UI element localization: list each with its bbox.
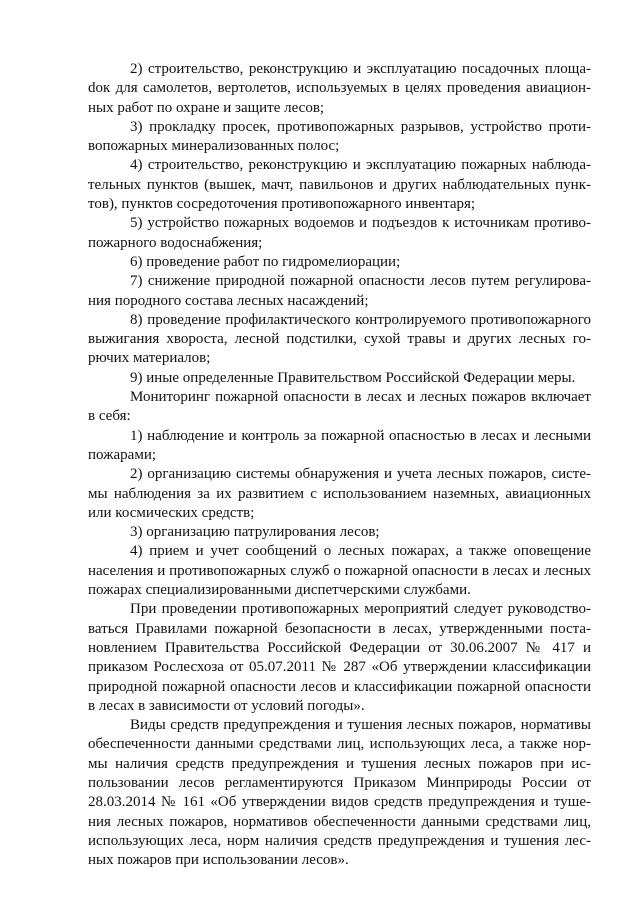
paragraph-item-7-species-regulation: 7) снижение природной пожарной опасности лесов путем регулирования породного состава лесных насаждений; xyxy=(88,273,591,309)
paragraph-monitoring-item-1: 1) наблюдение и контроль за пожарной опасностью в лесах и лесными пожарами; xyxy=(88,427,591,463)
paragraph-monitoring-intro: Мониторинг пожарной опасности в лесах и лесных пожаров включает в себя: xyxy=(88,389,591,425)
paragraph-fire-safety-rules: При проведении противопожарных мероприятий следует руководствоваться Правилами пожарной безопасности в лесах, утвержденными постановлением Правительства Российской Федерации от 30.06.2007 № 417 и приказом Рослесхоза от 05.07.2011 № 287 «Об утверждении классификации природной пожарной опасности лесов и классификации пожарной опасности в лесах в зависимости от условий погоды». xyxy=(88,601,591,714)
paragraph-item-8-controlled-burning: 8) проведение профилактического контролируемого противопожарного выжигания хвороста, лесной подстилки, сухой травы и других лесных горючих материалов; xyxy=(88,311,591,367)
paragraph-monitoring-item-4: 4) прием и учет сообщений о лесных пожарах, а также оповещение населения и противопожарных служб о пожарной опасности в лесах и лесных пожарах специализированными диспетчерскими службами. xyxy=(88,543,591,599)
document-page xyxy=(88,60,591,870)
paragraph-item-5-fire-ponds: 5) устройство пожарных водоемов и подъездов к источникам противопожарного водоснабжения; xyxy=(88,215,591,251)
paragraph-item-4-lookout-points: 4) строительство, реконструкцию и эксплуатацию пожарных наблюдательных пунктов (вышек, мачт, павильонов и других наблюдательных пунктов), пунктов сосредоточения противопожарного инвентаря; xyxy=(88,157,591,213)
paragraph-monitoring-item-3: 3) организацию патрулирования лесов; xyxy=(130,524,380,541)
paragraph-item-6-hydromelioration: 6) проведение работ по гидромелиорации; xyxy=(130,253,401,270)
paragraph-item-3-firebreaks: 3) прокладку просек, противопожарных разрывов, устройство противопожарных минерализованных полос; xyxy=(88,118,591,155)
paragraph-fire-fighting-means: Виды средств предупреждения и тушения лесных пожаров, нормативы обеспеченности данными средствами лиц, использующих леса, а также нормы наличия средств предупреждения и тушения лесных пожаров при использовании лесов регламентируются Приказом Минприроды России от 28.03.2014 № 161 «Об утверждении видов средств предупреждения и тушения лесных пожаров, нормативов обеспеченности данными средствами лиц, использующих леса, норм наличия средств предупреждения и тушения лесных пожаров при использовании лесов». xyxy=(88,717,591,869)
paragraph-item-2-landing-sites: 2) строительство, реконструкцию и эксплуатацию посадочных площаdок для самолетов, вертолетов, используемых в целях проведения авиационных работ по охране и защите лесов; xyxy=(88,61,591,116)
paragraph-item-9-other-measures: 9) иные определенные Правительством Российской Федерации меры. xyxy=(130,369,576,386)
paragraph-monitoring-item-2: 2) организацию системы обнаружения и учета лесных пожаров, системы наблюдения за их развитием с использованием наземных, авиационных или космических средств; xyxy=(88,466,591,521)
